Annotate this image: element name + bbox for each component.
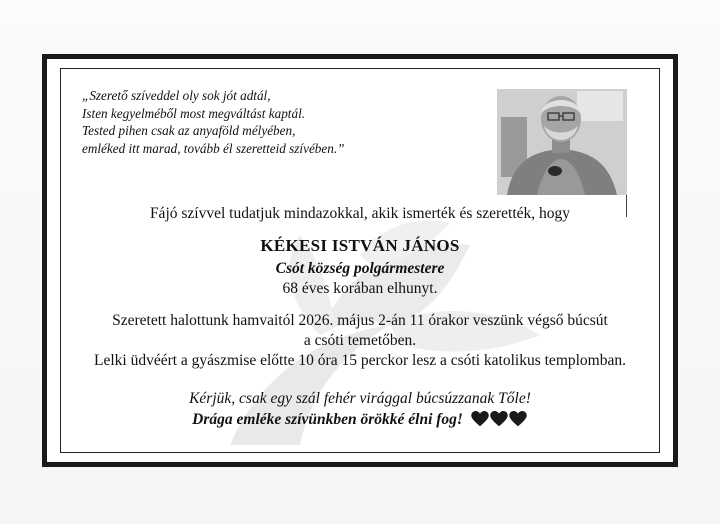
deceased-name: KÉKESI ISTVÁN JÁNOS bbox=[260, 236, 460, 255]
poem-line: „Szerető szíveddel oly sok jót adtál, bbox=[82, 88, 271, 103]
heart-icon bbox=[471, 411, 489, 427]
closing-text: Drága emléke szívünkben örökké élni fog! bbox=[192, 411, 463, 428]
closing-line bbox=[0, 411, 720, 432]
poem-line: emléked itt marad, tovább él szeretteid szívében.” bbox=[82, 140, 345, 156]
deceased-portrait-photo bbox=[497, 89, 627, 195]
heart-icon bbox=[490, 411, 508, 427]
deceased-role: Csót község polgármestere bbox=[275, 260, 445, 277]
intro-text: Fájó szívvel tudatjuk mindazokkal, akik ismerték és szerették, hogy bbox=[149, 205, 571, 222]
deceased-age: 68 éves korában elhunyt. bbox=[282, 280, 438, 297]
flower-request: Kérjük, csak egy szál fehér virággal búcsúzzanak Tőle! bbox=[189, 390, 531, 407]
funeral-line: a csóti temetőben. bbox=[303, 332, 417, 349]
memorial-poem bbox=[82, 87, 422, 157]
funeral-line: Szeretett halottunk hamvaitól 2026. május 2-án 11 órakor veszünk végső búcsút bbox=[112, 312, 608, 329]
hearts bbox=[471, 411, 528, 432]
funeral-line: Lelki üdvéért a gyászmise előtte 10 óra 15 perckor lesz a csóti katolikus templomban. bbox=[93, 352, 626, 369]
poem-line: Tested pihen csak az anyaföld mélyében, bbox=[82, 123, 296, 138]
poem-line: Isten kegyelméből most megváltást kaptál. bbox=[82, 105, 306, 121]
heart-icon bbox=[509, 411, 527, 427]
